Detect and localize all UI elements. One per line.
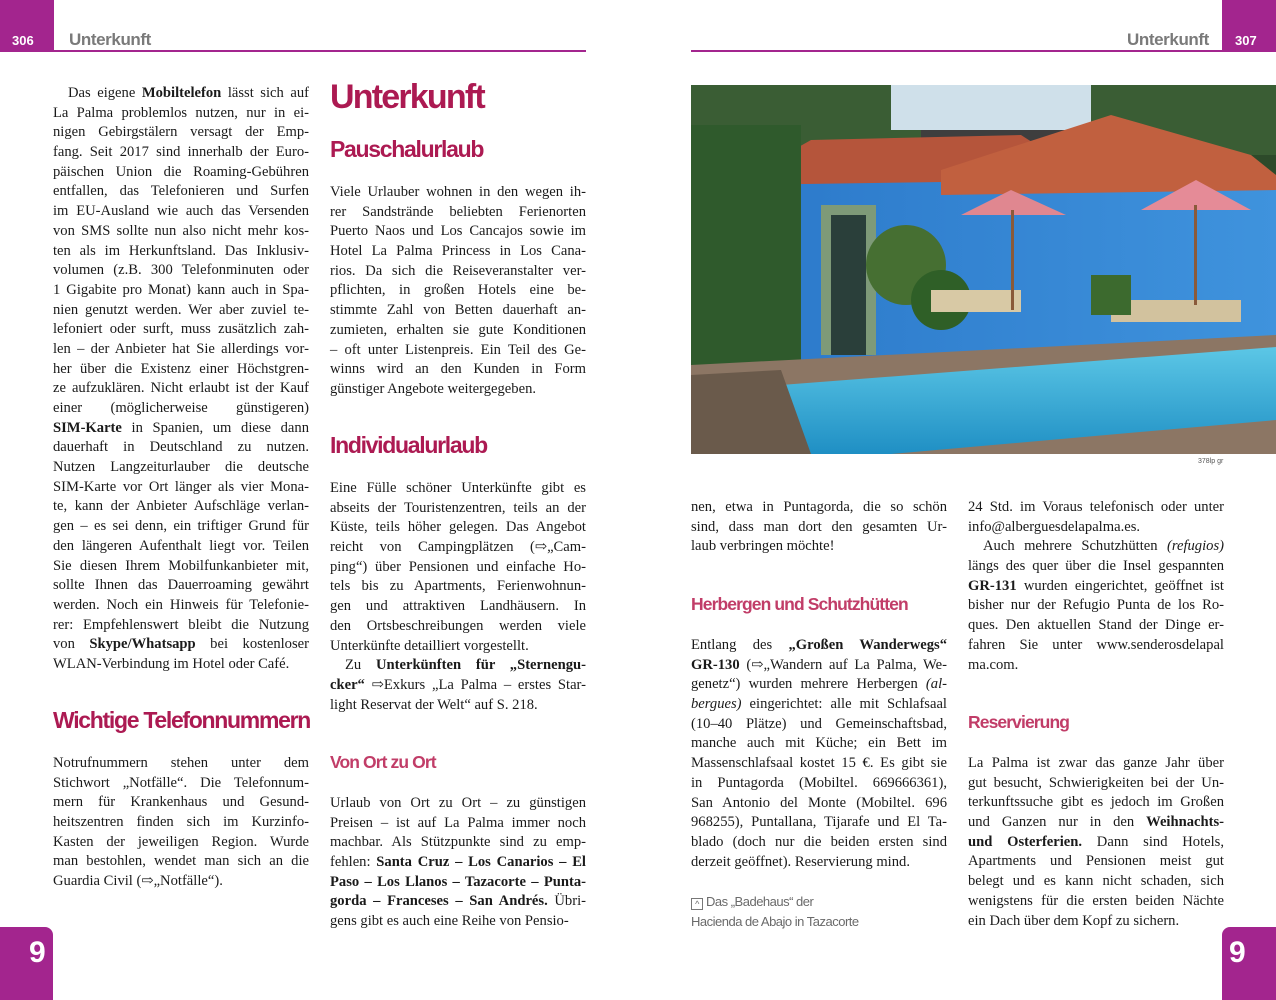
text-line	[53, 655, 309, 675]
text-line	[53, 281, 309, 301]
text-run: nigen Gebirgstälern versagt der Emp-	[53, 124, 309, 141]
text-run: zumieten, erhalten sie gute Konditionen	[330, 321, 586, 338]
text-line	[330, 203, 586, 223]
text-run: fahren Sie unter www.senderosdelapal	[968, 636, 1224, 653]
text-run: ques. Den aktuellen Stand der Dinge er-	[968, 617, 1224, 634]
text-run: derzeit geöffnet). Reservierung mind.	[691, 853, 910, 870]
text-run: SIM-Karte vor Ort länger als vier Mona-	[53, 478, 309, 495]
text-line	[53, 576, 309, 596]
text-run: in Spanien, um diese dann	[121, 419, 309, 436]
text-run: sollte Ihnen das Dauerroaming gewährt	[53, 577, 309, 594]
text-run: (refugios)	[1166, 538, 1224, 555]
travel-heading: Von Ort zu Ort	[330, 752, 436, 772]
text-line	[53, 537, 309, 557]
text-run: Übri-	[547, 893, 586, 910]
text-line	[968, 518, 1224, 538]
text-line	[53, 399, 309, 419]
page-number-right: 307	[1235, 33, 1257, 48]
text-run: info@alberguesdelapalma.es.	[968, 518, 1141, 535]
text-run: nien genutzt werden. Wer aber zuviel te-	[53, 301, 309, 318]
text-run: machbar. Als Stützpunkte sind zu emp-	[330, 834, 586, 851]
text-line	[968, 754, 1224, 774]
text-run: GR-130	[691, 656, 740, 673]
photo-credit: 378lp gr	[1198, 458, 1224, 465]
text-line	[968, 596, 1224, 616]
text-line	[53, 478, 309, 498]
text-run: genetz“) wurden mehrere Herbergen	[691, 676, 926, 693]
text-run: Notrufnummern stehen unter dem	[53, 755, 309, 771]
text-run: Preisen – ist auf La Palma immer noch	[330, 814, 586, 831]
text-line	[53, 182, 309, 202]
text-run: (al-	[925, 676, 947, 693]
text-run: reicht von Campingplätzen (⇨„Cam-	[330, 539, 586, 556]
text-line	[691, 853, 947, 873]
phone-paragraph	[53, 754, 309, 892]
text-line	[691, 813, 947, 833]
chapter-number-right: 9	[1229, 936, 1246, 969]
text-run: 968255), Puntallana, Tijarafe und El Ta-	[691, 814, 947, 831]
text-run: GR-131	[968, 577, 1017, 594]
text-run: Küste, teils höher gelegen. Das Angebot	[330, 519, 586, 536]
text-line	[968, 537, 1224, 557]
text-line	[691, 734, 947, 754]
text-line	[691, 754, 947, 774]
text-line	[53, 419, 309, 439]
text-run: rer Sandstrände beliebten Ferienorten	[330, 203, 586, 220]
text-run: volumen (z.B. 300 Telefonminuten oder	[53, 262, 309, 279]
text-run: tels bis zu Apartments, Ferienwohnun-	[330, 578, 586, 595]
text-run: sind, dass man dort den gesamten Ur-	[691, 518, 947, 535]
text-run: Apartments und Pensionen meist gut	[968, 853, 1224, 870]
text-line	[968, 557, 1224, 577]
text-line	[330, 341, 586, 361]
text-run: blado (doch nur die beiden ersten sind	[691, 833, 947, 850]
text-run: WLAN-Verbindung im Hotel oder Café.	[53, 655, 290, 672]
text-run: rios. Da sich die Reiseveranstalter ver-	[330, 262, 586, 279]
text-line	[330, 558, 586, 578]
caption-line-2: Hacienda de Abajo in Tazacorte	[691, 914, 859, 929]
text-run: Zu	[345, 657, 376, 674]
text-line	[691, 537, 947, 557]
text-line	[53, 793, 309, 813]
text-run: lässt sich auf	[221, 85, 309, 101]
text-run: (⇨„Wandern auf La Palma, We-	[739, 656, 947, 673]
text-line	[330, 183, 586, 203]
text-line	[53, 813, 309, 833]
text-line	[330, 360, 586, 380]
package-heading: Pauschalurlaub	[330, 136, 484, 162]
text-run: Das eigene	[68, 85, 142, 101]
individual-paragraphs	[330, 479, 586, 715]
travel-paragraph	[330, 794, 586, 932]
text-line	[330, 873, 586, 893]
text-line	[53, 320, 309, 340]
text-run: Entlang des	[691, 637, 789, 653]
running-head-right: Unterkunft	[1127, 30, 1209, 49]
reservation-heading: Reservierung	[968, 712, 1070, 732]
text-run: nen, etwa in Puntagorda, die so schön	[691, 499, 947, 515]
text-run: light Reservat der Welt“ auf S. 218.	[330, 696, 538, 713]
text-run: manche auch mit Küche; ein Bett im	[691, 735, 947, 752]
text-run: te, kann der Anbieter Aufschläge verlan-	[53, 498, 309, 515]
package-paragraph	[330, 183, 586, 400]
text-line	[330, 281, 586, 301]
text-line	[53, 202, 309, 222]
text-line	[691, 833, 947, 853]
text-run: wenigstens für die ersten beiden Nächte	[968, 892, 1224, 909]
text-run: Stichwort „Notfälle“. Die Telefonnum-	[53, 774, 309, 791]
text-run: ping“) über Pensionen und einfache Ho-	[330, 558, 586, 575]
text-line	[330, 380, 586, 400]
text-run: bei kostenloser	[195, 636, 309, 653]
continuation-paragraph	[691, 498, 947, 557]
text-line	[691, 498, 947, 518]
text-line	[53, 557, 309, 577]
text-run: Eine Fülle schöner Unterkünfte gibt es	[330, 480, 586, 496]
text-run: Unterkünfte detailliert vorgestellt.	[330, 637, 529, 654]
text-run: ein Dach über dem Kopf zu sichern.	[968, 912, 1180, 929]
text-line	[330, 814, 586, 834]
text-line	[53, 301, 309, 321]
text-run: Auch mehrere Schutzhütten	[983, 538, 1167, 555]
text-line	[691, 518, 947, 538]
hostels-paragraphs-cont	[968, 498, 1224, 675]
text-line	[968, 616, 1224, 636]
text-run: Paso – Los Llanos – Tazacorte – Punta-	[330, 873, 586, 890]
text-run: terkunftssuche gibt es jedoch im Großen	[968, 794, 1224, 811]
text-run: her über die Existenz einer Höchstgren-	[53, 360, 309, 377]
text-line	[691, 695, 947, 715]
chapter-number-left: 9	[29, 936, 46, 969]
text-line	[968, 774, 1224, 794]
text-run: Viele Urlauber wohnen in den wegen ih-	[330, 184, 586, 200]
chapter-title: Unterkunft	[330, 78, 484, 116]
text-run: ⇨Exkurs „La Palma – erstes Star-	[364, 676, 586, 693]
text-run: gen – es sei denn, ein triftiger Grund für	[53, 518, 309, 535]
text-line	[330, 538, 586, 558]
text-run: Skype/Whatsapp	[89, 636, 196, 653]
page-number-left: 306	[12, 33, 34, 48]
photo-up-icon: ^	[691, 898, 703, 910]
text-run: von	[53, 636, 90, 653]
text-line	[330, 833, 586, 853]
text-line	[53, 84, 309, 104]
text-run: gut besucht, Schwierigkeiten bei der Un-	[968, 774, 1224, 791]
text-run: von SMS sollte nun also nicht mehr kos-	[53, 222, 309, 239]
mobile-paragraph	[53, 84, 309, 675]
text-run: – oft unter Listenpreis. Ein Teil des Ge-	[330, 341, 586, 358]
text-line	[330, 499, 586, 519]
text-run: pflichten, in großen Hotels eine be-	[330, 282, 586, 299]
running-head-left: Unterkunft	[69, 30, 151, 49]
text-run: La Palma problemlos nutzen, nur in ei-	[53, 104, 309, 121]
text-run: ten als im Herkunftsland. Das Inklusiv-	[53, 242, 309, 259]
text-line	[330, 222, 586, 242]
text-run: len – der Anbieter hat Sie allerdings vor-	[53, 340, 309, 357]
text-run: einer (möglicherweise günstigeren)	[53, 400, 309, 416]
text-line	[691, 675, 947, 695]
text-run: wurden eingerichtet, geöffnet ist	[1016, 577, 1224, 594]
text-run: fehlen:	[330, 854, 377, 871]
text-run: längs des quer über die Insel gespannten	[968, 558, 1224, 575]
text-line	[330, 518, 586, 538]
text-line	[330, 853, 586, 873]
text-run: ma.com.	[968, 656, 1019, 673]
text-line	[330, 637, 586, 657]
text-line	[330, 794, 586, 814]
text-line	[53, 497, 309, 517]
reservation-paragraph	[968, 754, 1224, 931]
text-run: lefoniert oder surft, muss zusätzlich zah-	[53, 321, 309, 338]
text-line	[53, 379, 309, 399]
text-line	[53, 458, 309, 478]
text-run: gens gibt es auch eine Reihe von Pensio-	[330, 913, 569, 930]
text-line	[968, 813, 1224, 833]
text-line	[968, 793, 1224, 813]
text-line	[330, 301, 586, 321]
text-line	[691, 715, 947, 735]
text-run: man bestohlen, wendet man sich an die	[53, 853, 309, 870]
text-line	[330, 577, 586, 597]
text-line	[53, 143, 309, 163]
text-run: päischen Union die Roaming-Gebühren	[53, 163, 309, 180]
text-run: Puerto Naos und Los Cancajos sowie im	[330, 223, 586, 240]
hostels-heading: Herbergen und Schutzhütten	[691, 594, 908, 614]
text-line	[330, 912, 586, 932]
text-run: winns wird an den Kunden in Form	[330, 361, 586, 378]
text-line	[330, 696, 586, 716]
text-line	[968, 852, 1224, 872]
text-line	[53, 261, 309, 281]
text-run: im EU-Ausland wie auch das Versenden	[53, 203, 309, 220]
text-run: Mobiltelefon	[141, 85, 222, 101]
text-run: Weihnachts-	[1146, 814, 1224, 831]
text-run: laub verbringen möchte!	[691, 538, 835, 555]
text-run: (10–40 Plätze) und Gemeinschaftsbad,	[691, 715, 947, 732]
text-line	[691, 794, 947, 814]
text-run: entfallen, das Telefonieren und Surfen	[53, 183, 309, 200]
text-line	[691, 656, 947, 676]
text-run: bisher nur der Refugio Punta de los Ro-	[968, 597, 1224, 614]
text-run: Unterkünften für „Sternengu-	[375, 657, 586, 674]
text-run: Santa Cruz – Los Canarios – El	[376, 854, 586, 871]
header-rule-right	[691, 50, 1222, 52]
text-line	[330, 617, 586, 637]
text-run: dauerhaft in Deutschland zu nutzen.	[53, 439, 309, 456]
text-line	[53, 635, 309, 655]
text-line	[53, 340, 309, 360]
text-run: eingerichtet: alle mit Schlafsaal	[741, 696, 947, 713]
text-run: werden. Noch ein Hinweis für Telefonie-	[53, 596, 309, 613]
text-run: rer: Empfehlenswert bleibt die Nutzung	[53, 616, 309, 633]
text-run: in Puntagorda (Mobiltel. 669666361),	[691, 774, 947, 791]
text-run: abseits der Touristenzentren, teils an der	[330, 499, 586, 516]
text-run: „Großen Wanderwegs“	[788, 637, 947, 653]
text-run: und Osterferien.	[968, 833, 1083, 850]
text-run: stimmte Zahl von Betten dauerhaft an-	[330, 302, 586, 319]
text-line	[53, 872, 309, 892]
text-line	[53, 222, 309, 242]
text-run: günstiger Angebote weitergegeben.	[330, 380, 537, 397]
text-run: Hotel La Palma Princess in Los Cana-	[330, 243, 586, 260]
text-line	[968, 498, 1224, 518]
text-line	[53, 163, 309, 183]
header-rule-left	[54, 50, 586, 52]
text-line	[53, 104, 309, 124]
text-line	[53, 517, 309, 537]
text-line	[330, 892, 586, 912]
text-run: cker“	[330, 676, 365, 693]
text-line	[53, 616, 309, 636]
text-line	[968, 872, 1224, 892]
text-run: Kasten der jeweiligen Region. Wurde	[53, 833, 309, 850]
text-run: Dann sind Hotels,	[1082, 833, 1224, 850]
text-run: Urlaub von Ort zu Ort – zu günstigen	[330, 795, 586, 811]
text-run: Guardia Civil (⇨„Notfälle“).	[53, 873, 223, 890]
text-run: heitszentren finden sich im Kurzinfo-	[53, 814, 309, 831]
text-line	[330, 676, 586, 696]
text-line	[330, 656, 586, 676]
text-line	[691, 636, 947, 656]
text-run: Nutzen Langzeiturlauber die deutsche	[53, 459, 309, 476]
text-run: und Ganzen nur in den	[968, 814, 1147, 831]
text-run: 24 Std. im Voraus telefonisch oder unter	[968, 499, 1224, 515]
text-run: den Ortsbeschreibungen werden viele	[330, 617, 586, 634]
text-line	[330, 597, 586, 617]
text-line	[968, 833, 1224, 853]
text-line	[53, 242, 309, 262]
text-run: gorda – Franceses – San Andrés.	[330, 893, 548, 910]
text-line	[968, 656, 1224, 676]
text-line	[53, 774, 309, 794]
text-line	[330, 321, 586, 341]
text-run: Sie diesen Ihrem Mobilfunkanbieter mit,	[53, 557, 309, 574]
text-line	[330, 479, 586, 499]
caption-line-1: Das „Badehaus“ der	[706, 894, 814, 909]
text-run: Massenschlafsaal kostet 15 €. Es gibt sie	[691, 755, 947, 772]
text-run: belegt und es kann nicht schaden, sich	[968, 873, 1224, 890]
text-run: ze aufzuklären. Nicht erlaubt ist der Kauf	[53, 380, 309, 397]
individual-heading: Individualurlaub	[330, 432, 487, 458]
photo-caption	[691, 892, 859, 932]
text-run: La Palma ist zwar das ganze Jahr über	[968, 755, 1224, 771]
text-line	[53, 852, 309, 872]
text-line	[968, 577, 1224, 597]
text-line	[330, 242, 586, 262]
text-line	[53, 596, 309, 616]
text-line	[53, 833, 309, 853]
text-line	[53, 123, 309, 143]
text-line	[691, 774, 947, 794]
text-line	[53, 360, 309, 380]
text-run: fang. Seit 2017 sind innerhalb der Euro-	[53, 144, 309, 161]
text-line	[968, 892, 1224, 912]
text-run: mern für Krankenhaus und Gesund-	[53, 794, 309, 811]
phone-heading: Wichtige Telefonnummern	[53, 707, 310, 733]
hotel-pool-photo	[691, 85, 1276, 454]
text-line	[330, 262, 586, 282]
hostels-paragraph	[691, 636, 947, 872]
text-run: San Antonio del Monte (Mobiltel. 696	[691, 794, 947, 811]
text-line	[968, 912, 1224, 932]
text-run: den längeren Aufenthalt liegt vor. Teilen	[53, 537, 309, 554]
text-run: bergues)	[691, 696, 742, 713]
text-line	[968, 636, 1224, 656]
text-run: gen und attraktiven Landhäusern. In	[330, 598, 586, 615]
text-line	[53, 438, 309, 458]
text-run: SIM-Karte	[53, 419, 122, 436]
text-line	[53, 754, 309, 774]
text-run: 1 Gigabite pro Monat) kann auch in Spa-	[53, 281, 309, 298]
